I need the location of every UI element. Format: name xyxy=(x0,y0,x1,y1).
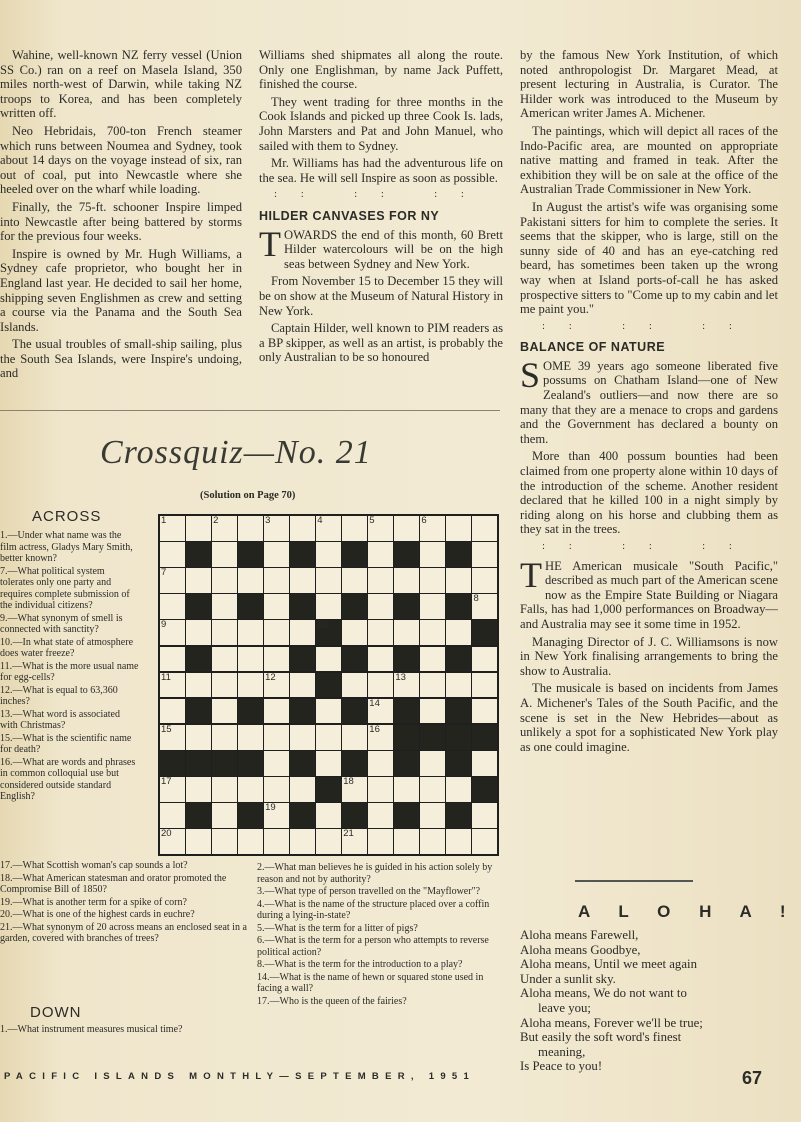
poem-line: Aloha means, Until we meet again xyxy=(520,957,697,972)
grid-cell-black xyxy=(290,647,315,672)
grid-cell[interactable] xyxy=(264,542,289,567)
grid-cell[interactable] xyxy=(160,803,185,828)
poem-line: Is Peace to you! xyxy=(520,1059,603,1074)
grid-cell[interactable] xyxy=(368,803,393,828)
grid-cell-black xyxy=(186,751,211,776)
clue-number: 19 xyxy=(265,802,276,814)
section-divider: :: :: :: xyxy=(542,541,756,552)
grid-cell[interactable] xyxy=(420,647,445,672)
grid-cell-black xyxy=(290,803,315,828)
grid-cell[interactable] xyxy=(238,725,263,750)
paragraph: Wahine, well-known NZ ferry vessel (Union SS Co.) ran on a reef on Masela Island, 350 miles north-west of Darwin, while taking NZ troops to Korea, and has been completely written off. xyxy=(0,48,242,121)
grid-cell[interactable] xyxy=(420,620,445,645)
grid-cell-black xyxy=(290,751,315,776)
grid-cell[interactable] xyxy=(368,647,393,672)
grid-cell[interactable] xyxy=(238,620,263,645)
grid-cell-black xyxy=(472,777,497,802)
grid-cell-black xyxy=(394,725,419,750)
grid-cell-black xyxy=(342,542,367,567)
down-heading: DOWN xyxy=(30,1004,82,1021)
grid-cell-black xyxy=(342,751,367,776)
grid-cell[interactable] xyxy=(368,594,393,619)
grid-cell[interactable] xyxy=(264,725,289,750)
clue: 15.—What is the scientific name for death? xyxy=(0,732,132,755)
grid-cell[interactable] xyxy=(394,829,419,854)
grid-cell[interactable] xyxy=(238,673,263,698)
drop-cap: S xyxy=(520,354,541,395)
grid-cell[interactable] xyxy=(212,516,237,541)
clue: 3.—What type of person travelled on the "Mayflower"? xyxy=(257,886,481,897)
grid-cell[interactable] xyxy=(186,620,211,645)
grid-cell[interactable] xyxy=(342,777,367,802)
grid-cell[interactable] xyxy=(290,777,315,802)
solution-note: (Solution on Page 70) xyxy=(200,490,296,501)
grid-cell-black xyxy=(342,699,367,724)
grid-cell-black xyxy=(394,594,419,619)
grid-cell[interactable] xyxy=(472,829,497,854)
grid-cell[interactable] xyxy=(368,699,393,724)
clue-number: 16 xyxy=(369,723,380,735)
grid-cell-black xyxy=(186,803,211,828)
grid-cell[interactable] xyxy=(420,516,445,541)
grid-cell-black xyxy=(186,542,211,567)
grid-cell-black xyxy=(472,620,497,645)
section-divider: :: :: :: xyxy=(274,189,488,201)
clue-number: 21 xyxy=(343,828,354,840)
grid-cell[interactable] xyxy=(264,647,289,672)
grid-cell-black xyxy=(238,803,263,828)
grid-cell[interactable] xyxy=(368,673,393,698)
clue: 21.—What synonym of 20 across means an enclosed seat in a garden, covered with branches of trees? xyxy=(0,921,247,944)
grid-cell[interactable] xyxy=(212,673,237,698)
clue-number: 8 xyxy=(473,593,479,605)
grid-cell[interactable] xyxy=(394,516,419,541)
grid-cell[interactable] xyxy=(264,699,289,724)
grid-cell-black xyxy=(394,751,419,776)
grid-cell[interactable] xyxy=(342,620,367,645)
grid-cell[interactable] xyxy=(342,568,367,593)
grid-cell[interactable] xyxy=(290,516,315,541)
lead-paragraph: TOWARDS the end of this month, 60 Brett Hilder watercolours will be on the high seas between Sydney and New York. xyxy=(259,223,503,271)
grid-cell[interactable] xyxy=(160,647,185,672)
grid-cell[interactable] xyxy=(290,568,315,593)
clue: 20.—What is one of the highest cards in euchre? xyxy=(0,909,195,920)
paragraph: From November 15 to December 15 they will be on show at the Museum of Natural History in New York. xyxy=(259,274,503,318)
grid-cell[interactable] xyxy=(472,516,497,541)
grid-cell-black xyxy=(290,699,315,724)
clue-number: 4 xyxy=(317,515,323,526)
clue: 9.—What synonym of smell is connected with sanctity? xyxy=(0,612,123,635)
grid-cell[interactable] xyxy=(238,568,263,593)
page-number: 67 xyxy=(742,1068,763,1088)
grid-cell-black xyxy=(446,699,471,724)
clue-number: 20 xyxy=(161,828,172,840)
down-clues-list-left xyxy=(0,1024,248,1037)
clue: 6.—What is the term for a person who attempts to reverse political action? xyxy=(257,935,489,958)
grid-cell-black xyxy=(290,542,315,567)
grid-cell[interactable] xyxy=(264,751,289,776)
paragraph: Neo Hebridais, 700-ton French steamer which runs between Noumea and Sydney, took about 14 days on the voyage instead of six, ran out of coal, put into Newcastle where she heeled over on the wharf while loading. xyxy=(0,123,242,197)
crossword-grid[interactable] xyxy=(158,514,499,856)
grid-cell[interactable] xyxy=(394,620,419,645)
grid-cell-black xyxy=(316,620,341,645)
clue-number: 14 xyxy=(369,697,380,709)
clue-number: 11 xyxy=(161,671,171,683)
grid-cell-black xyxy=(472,725,497,750)
clue: 8.—What is the term for the introduction to a play? xyxy=(257,959,463,970)
paragraph: Captain Hilder, well known to PIM readers as a BP skipper, as well as an artist, is probably the only Australian to be so honoured xyxy=(259,321,503,365)
across-heading: ACROSS xyxy=(32,508,102,525)
grid-cell[interactable] xyxy=(316,829,341,854)
poem-line: Aloha means Goodbye, xyxy=(520,942,641,957)
grid-cell[interactable] xyxy=(160,542,185,567)
clue-number: 15 xyxy=(161,723,172,735)
grid-cell[interactable] xyxy=(446,777,471,802)
poem-line: But easily the soft word's finest xyxy=(520,1030,682,1045)
grid-cell-black xyxy=(446,542,471,567)
grid-cell[interactable] xyxy=(316,647,341,672)
poem-line: Aloha means Farewell, xyxy=(520,928,639,942)
paragraph: They went trading for three months in the Cook Islands and picked up three Cook Is. lads, John Marsters and Pat and John Manuel, who sailed with them to Sydney. xyxy=(259,94,503,153)
grid-cell-black xyxy=(212,751,237,776)
poem-line: meaning, xyxy=(538,1044,586,1059)
grid-cell[interactable] xyxy=(212,620,237,645)
grid-cell[interactable] xyxy=(264,673,289,698)
paragraph: More than 400 possum bounties had been claimed from one property alone within 10 days of the introduction of the scheme. Another resident declared that he killed 100 in a night simply by riding along on his horse and clubbing them as they sat in the trees. xyxy=(520,449,778,537)
grid-cell-black xyxy=(316,673,341,698)
grid-cell[interactable] xyxy=(264,594,289,619)
grid-cell[interactable] xyxy=(160,594,185,619)
grid-cell[interactable] xyxy=(368,516,393,541)
grid-cell[interactable] xyxy=(160,777,185,802)
grid-cell[interactable] xyxy=(316,516,341,541)
across-clues-list xyxy=(0,530,140,804)
grid-cell[interactable] xyxy=(342,829,367,854)
grid-cell-black xyxy=(238,751,263,776)
grid-cell[interactable] xyxy=(394,673,419,698)
grid-cell[interactable] xyxy=(420,568,445,593)
grid-cell[interactable] xyxy=(264,620,289,645)
horizontal-rule xyxy=(0,410,500,411)
grid-cell[interactable] xyxy=(212,542,237,567)
grid-cell[interactable] xyxy=(446,516,471,541)
grid-cell[interactable] xyxy=(472,568,497,593)
down-clues-list-right xyxy=(257,862,500,1008)
grid-cell[interactable] xyxy=(472,647,497,672)
grid-cell[interactable] xyxy=(472,803,497,828)
grid-cell[interactable] xyxy=(420,699,445,724)
grid-cell[interactable] xyxy=(186,568,211,593)
grid-cell-black xyxy=(446,594,471,619)
grid-cell[interactable] xyxy=(316,803,341,828)
grid-cell[interactable] xyxy=(290,673,315,698)
grid-cell[interactable] xyxy=(238,647,263,672)
grid-cell[interactable] xyxy=(290,620,315,645)
grid-cell-black xyxy=(342,594,367,619)
grid-cell-black xyxy=(238,699,263,724)
grid-cell[interactable] xyxy=(264,777,289,802)
grid-cell-black xyxy=(394,699,419,724)
grid-cell[interactable] xyxy=(160,673,185,698)
grid-cell[interactable] xyxy=(342,673,367,698)
grid-cell-black xyxy=(290,594,315,619)
grid-cell[interactable] xyxy=(368,542,393,567)
section-heading-hilder: HILDER CANVASES FOR NY xyxy=(259,208,440,223)
grid-cell[interactable] xyxy=(316,699,341,724)
grid-cell[interactable] xyxy=(160,699,185,724)
grid-cell[interactable] xyxy=(160,620,185,645)
paragraph: In August the artist's wife was organising some Pakistani sitters for him to complete the series. It seems that the skipper, who is large, still on the sunny side of 40 and has an eye-catching red beard, has sometimes been taken up the wrong way when at Island ports-of-call he has asked prospective sitters to "Come up to my cabin and let me paint you." xyxy=(520,199,779,317)
grid-cell[interactable] xyxy=(186,725,211,750)
grid-cell[interactable] xyxy=(212,777,237,802)
grid-cell[interactable] xyxy=(160,568,185,593)
grid-cell-black xyxy=(446,751,471,776)
poem-separator xyxy=(575,880,693,882)
grid-cell[interactable] xyxy=(264,516,289,541)
clue-number: 12 xyxy=(265,671,276,683)
grid-cell[interactable] xyxy=(316,751,341,776)
paragraph: by the famous New York Institution, of which noted anthropologist Dr. Margaret Mead, at present lecturing in Australia, is Curator. The Hilder work was introduced to the Museum by American writer James A. Michener. xyxy=(520,48,778,121)
grid-cell-black xyxy=(342,803,367,828)
clue: 7.—What political system tolerates only one party and requires complete submission of the individual citizens? xyxy=(0,565,130,611)
poem-title: A L O H A ! xyxy=(578,902,798,921)
across-clues-list-wide xyxy=(0,860,248,946)
clue-number: 2 xyxy=(213,515,219,526)
drop-cap: T xyxy=(259,223,281,264)
grid-cell[interactable] xyxy=(186,516,211,541)
clue: 1.—Under what name was the film actress, Gladys Mary Smith, better known? xyxy=(0,530,133,564)
grid-cell[interactable] xyxy=(472,699,497,724)
clue: 1.—What instrument measures musical time? xyxy=(0,1024,183,1035)
clue: 10.—In what state of atmosphere does water freeze? xyxy=(0,636,134,659)
grid-cell[interactable] xyxy=(316,594,341,619)
grid-cell[interactable] xyxy=(212,699,237,724)
grid-cell[interactable] xyxy=(212,725,237,750)
grid-cell[interactable] xyxy=(446,673,471,698)
grid-cell[interactable] xyxy=(368,777,393,802)
grid-cell[interactable] xyxy=(420,542,445,567)
grid-cell[interactable] xyxy=(472,751,497,776)
grid-cell[interactable] xyxy=(420,751,445,776)
grid-cell[interactable] xyxy=(316,542,341,567)
grid-cell[interactable] xyxy=(368,751,393,776)
clue: 13.—What word is associated with Christmas? xyxy=(0,708,120,731)
grid-cell[interactable] xyxy=(264,829,289,854)
grid-cell[interactable] xyxy=(472,542,497,567)
clue: 19.—What is another term for a spike of corn? xyxy=(0,896,187,908)
grid-cell[interactable] xyxy=(368,829,393,854)
lead-paragraph: SOME 39 years ago someone liberated five possums on Chatham Island—one of New Zealand's outliers—and now there are so many that they are a menace to crops and gardens and the Government has declared a bounty on them. xyxy=(520,354,778,446)
grid-cell[interactable] xyxy=(186,777,211,802)
column-right xyxy=(520,48,778,757)
clue-number: 7 xyxy=(161,567,167,579)
poem-line: Aloha means, Forever we'll be true; xyxy=(520,1015,703,1030)
grid-cell[interactable] xyxy=(472,594,497,619)
grid-cell-black xyxy=(186,594,211,619)
grid-cell[interactable] xyxy=(264,803,289,828)
grid-cell[interactable] xyxy=(290,829,315,854)
column-left xyxy=(0,48,242,384)
paragraph: The musicale is based on incidents from James A. Michener's Tales of the South Pacific, and the scene is set in the New Hebrides—about as unlikely a spot for a sophisticated New York play as one could imagine. xyxy=(520,681,778,754)
section-heading-balance: BALANCE OF NATURE xyxy=(520,340,666,355)
grid-cell-black xyxy=(316,777,341,802)
poem-line: Under a sunlit sky. xyxy=(520,971,616,986)
paragraph: The usual troubles of small-ship sailing, plus the South Sea Islands, were Inspire's undoing, and xyxy=(0,337,242,381)
clue-number: 9 xyxy=(161,619,167,631)
grid-cell[interactable] xyxy=(212,594,237,619)
grid-cell[interactable] xyxy=(420,803,445,828)
grid-cell[interactable] xyxy=(446,568,471,593)
grid-cell[interactable] xyxy=(160,829,185,854)
grid-cell[interactable] xyxy=(160,725,185,750)
clue-number: 5 xyxy=(369,515,375,526)
grid-cell[interactable] xyxy=(368,568,393,593)
clue-number: 17 xyxy=(161,776,172,788)
grid-cell-black xyxy=(394,647,419,672)
clue: 14.—What is the name of hewn or squared stone used in facing a wall? xyxy=(257,971,484,994)
grid-cell-black xyxy=(160,751,185,776)
clue-number: 13 xyxy=(395,671,406,683)
grid-cell[interactable] xyxy=(238,777,263,802)
clue-number: 18 xyxy=(343,776,354,788)
grid-cell[interactable] xyxy=(212,568,237,593)
grid-cell-black xyxy=(238,542,263,567)
grid-cell-black xyxy=(394,542,419,567)
page-footer: PACIFIC ISLANDS MONTHLY—SEPTEMBER, 1951 xyxy=(4,1071,476,1082)
paragraph: Finally, the 75-ft. schooner Inspire limped into Newcastle after being battered by storms for the previous four weeks. xyxy=(0,199,242,244)
paragraph: The paintings, which will depict all races of the Indo-Pacific area, are mounted on appropriate native matting and framed in teak. After the exhibition they will be on sale at the office of the Australian Trade Commissioner in New York. xyxy=(520,123,778,197)
clue: 4.—What is the name of the structure placed over a coffin during a lying-in-state? xyxy=(257,898,490,921)
paragraph: Inspire is owned by Mr. Hugh Williams, a Sydney cafe proprietor, who bought her in England last year. He decided to sail her home, shipping seven Englishmen as crew and setting a course via the Panama and the South Sea Islands. xyxy=(0,246,242,334)
grid-cell-black xyxy=(446,725,471,750)
grid-cell[interactable] xyxy=(212,803,237,828)
clue: 12.—What is equal to 63,360 inches? xyxy=(0,684,118,707)
grid-cell[interactable] xyxy=(212,829,237,854)
grid-cell[interactable] xyxy=(238,829,263,854)
clue-number: 3 xyxy=(265,515,271,526)
grid-cell[interactable] xyxy=(264,568,289,593)
grid-cell[interactable] xyxy=(186,829,211,854)
grid-cell[interactable] xyxy=(316,568,341,593)
lead-paragraph: THE American musicale "South Pacific," described as much part of the American scene now as the Empire State Building or Niagara Falls, has had 1,000 performances on Broadway—and Australia may see it some time in 1952. xyxy=(520,554,778,631)
grid-cell[interactable] xyxy=(186,673,211,698)
clue: 17.—Who is the queen of the fairies? xyxy=(257,995,407,1007)
grid-cell-black xyxy=(238,594,263,619)
grid-cell[interactable] xyxy=(316,725,341,750)
crossquiz-title: Crossquiz—No. 21 xyxy=(100,434,372,471)
poem-line: Aloha means, We do not want to xyxy=(520,986,687,1001)
drop-cap: T xyxy=(520,554,542,595)
poem-line: leave you; xyxy=(538,1000,591,1015)
grid-cell-black xyxy=(446,647,471,672)
clue-number: 10 xyxy=(317,619,328,631)
column-middle xyxy=(259,48,503,368)
clue-number: 6 xyxy=(421,515,427,526)
clue: 5.—What is the term for a litter of pigs? xyxy=(257,922,418,934)
grid-cell[interactable] xyxy=(420,673,445,698)
clue: 2.—What man believes he is guided in his action solely by reason and not by authority? xyxy=(257,862,493,885)
grid-cell[interactable] xyxy=(420,829,445,854)
grid-cell[interactable] xyxy=(472,673,497,698)
grid-cell[interactable] xyxy=(212,647,237,672)
grid-cell[interactable] xyxy=(368,725,393,750)
poem xyxy=(520,928,780,1074)
paragraph: Mr. Williams has had the adventurous life on the sea. He will sell Inspire as soon as possible. xyxy=(259,156,503,185)
grid-cell[interactable] xyxy=(238,516,263,541)
grid-cell[interactable] xyxy=(420,777,445,802)
paragraph: Williams shed shipmates all along the route. Only one Englishman, by name Jack Puffett, finished the course. xyxy=(259,48,503,92)
grid-cell[interactable] xyxy=(420,594,445,619)
grid-cell[interactable] xyxy=(394,777,419,802)
grid-cell[interactable] xyxy=(368,620,393,645)
grid-cell[interactable] xyxy=(446,829,471,854)
grid-cell[interactable] xyxy=(342,516,367,541)
grid-cell-black xyxy=(420,725,445,750)
grid-cell[interactable] xyxy=(446,620,471,645)
grid-cell[interactable] xyxy=(394,568,419,593)
clue: 18.—What American statesman and orator promoted the Compromise Bill of 1850? xyxy=(0,872,227,895)
grid-cell[interactable] xyxy=(290,725,315,750)
clue-number: 1 xyxy=(161,515,167,526)
grid-cell-black xyxy=(186,699,211,724)
grid-cell-black xyxy=(186,647,211,672)
clue: 17.—What Scottish woman's cap sounds a lot? xyxy=(0,860,188,871)
grid-cell[interactable] xyxy=(342,725,367,750)
grid-cell-black xyxy=(394,803,419,828)
grid-cell[interactable] xyxy=(160,516,185,541)
grid-cell-black xyxy=(342,647,367,672)
clue: 16.—What are words and phrases in common colloquial use but considered outside standard English? xyxy=(0,756,136,802)
section-divider: :: :: :: xyxy=(542,320,756,332)
grid-cell-black xyxy=(446,803,471,828)
clue: 11.—What is the more usual name for egg-cells? xyxy=(0,660,139,683)
paragraph: Managing Director of J. C. Williamsons is now in New York finalising arrangements to bring the show to Australia. xyxy=(520,634,778,678)
